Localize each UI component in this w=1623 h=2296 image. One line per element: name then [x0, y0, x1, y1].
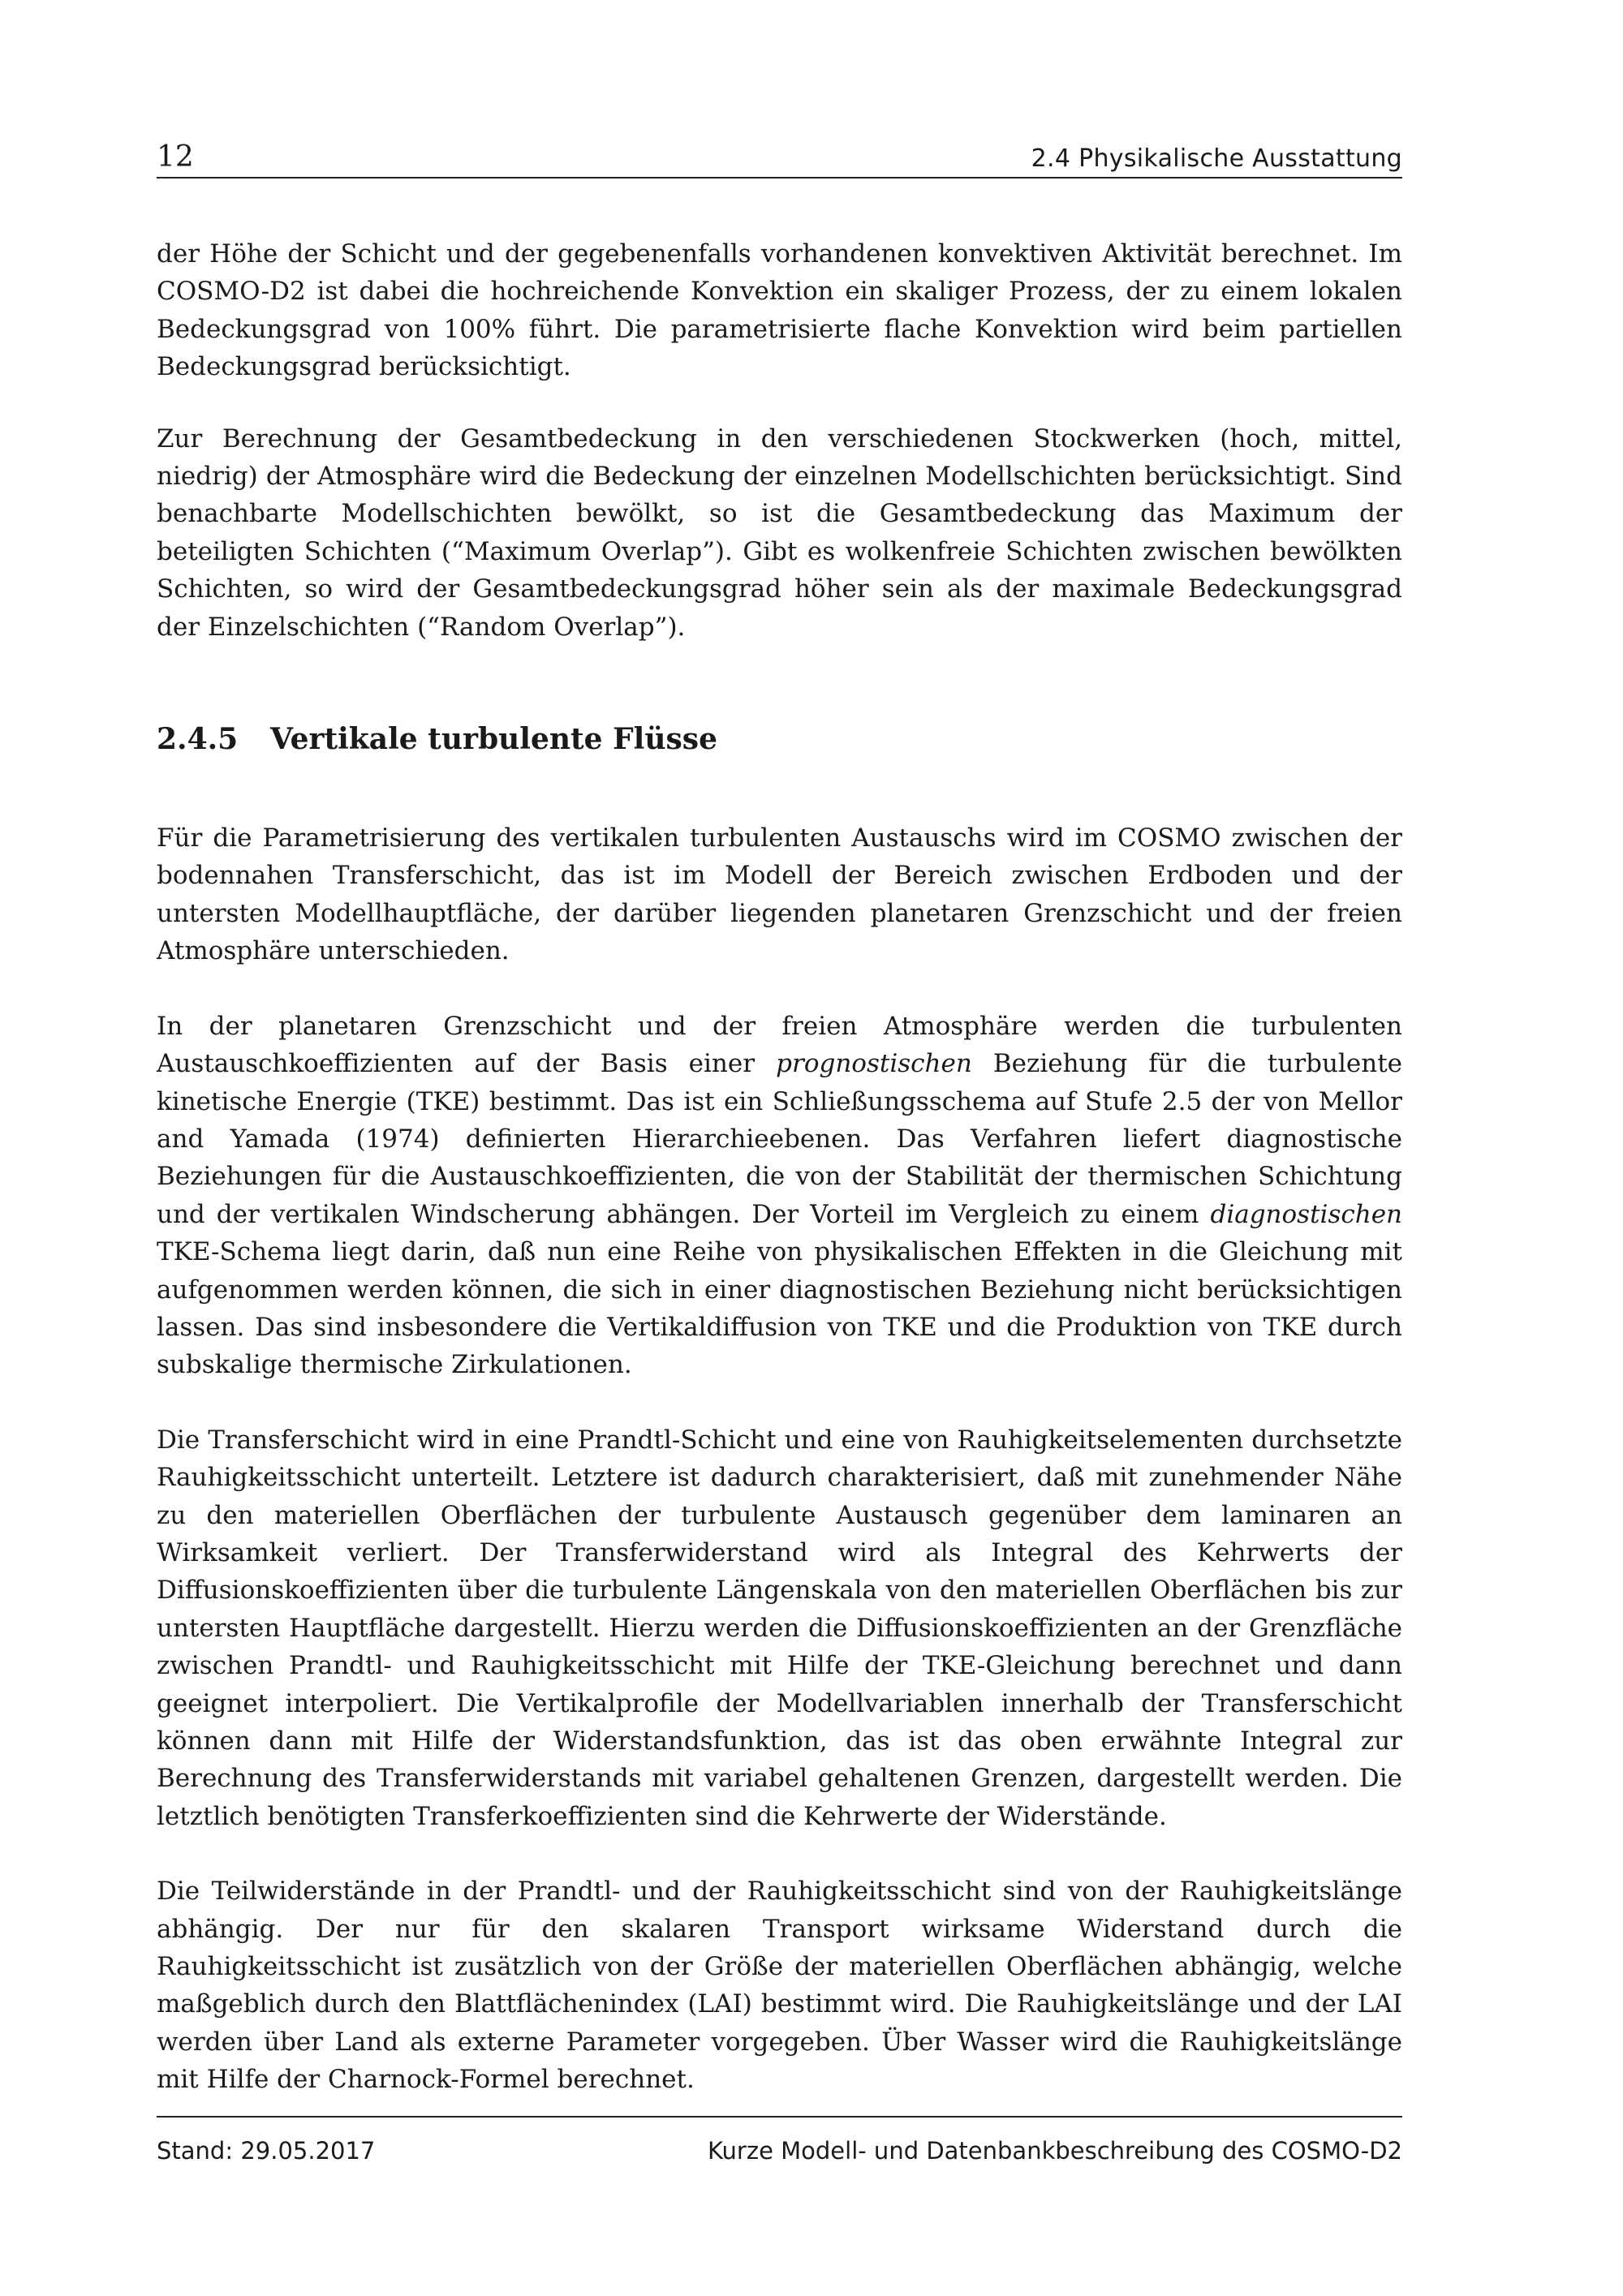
paragraph-cloud-cover-continuation: der Höhe der Schicht und der gegebenenfalls vorhandenen konvektiven Aktivität berechnet. Im COSMO-D2 ist dabei die hochreichende Konvektion ein skaliger Prozess, der zu einem lokalen Bedeckungsgrad von 100% führt. Die parametrisierte flache Konvektion wird beim partiellen Bedeckungsgrad berücksichtigt. — [157, 239, 1402, 382]
footer-document-title: Kurze Modell- und Datenbankbeschreibung des COSMO-D2 — [707, 2137, 1402, 2165]
section-title: Vertikale turbulente Flüsse — [270, 722, 717, 757]
tke-text-b: Beziehung für die turbulente kinetische Energie (TKE) bestimmt. Das ist ein Schließungsschema auf Stufe 2.5 der von Mellor and Yamada (1974) definierten Hierarchieebenen. Das Verfahren liefert diagnostische Beziehungen für die Austauschkoeffizienten, die von der Stabilität der thermischen Schichtung und der vertikalen Windscherung abhängen. Der Vorteil im Vergleich zu einem — [157, 1049, 1402, 1229]
page-header — [157, 138, 1402, 178]
paragraph-parametrization: Für die Parametrisierung des vertikalen turbulenten Austauschs wird im COSMO zwischen der bodennahen Transferschicht, das ist im Modell der Bereich zwischen Erdboden und der untersten Modellhauptfläche, der darüber liegenden planetaren Grenzschicht und der freien Atmosphäre unterschieden. — [157, 823, 1402, 966]
tke-text-a: In der planetaren Grenzschicht und der freien Atmosphäre werden die turbulenten Austauschkoeffizienten auf der Basis einer — [157, 1011, 1402, 1079]
tke-emphasis-prognostic: prognostischen — [776, 1049, 972, 1079]
paragraph-roughness: Die Teilwiderstände in der Prandtl- und der Rauhigkeitsschicht sind von der Rauhigkeitslänge abhängig. Der nur für den skalaren Transport wirksame Widerstand durch die Rauhigkeitsschicht ist zusätzlich von der Größe der materiellen Oberflächen abhängig, welche maßgeblich durch den Blattflächenindex (LAI) bestimmt wird. Die Rauhigkeitslänge und der LAI werden über Land als externe Parameter vorgegeben. Über Wasser wird die Rauhigkeitslänge mit Hilfe der Charnock-Formel berechnet. — [157, 1877, 1402, 2095]
page-footer — [157, 2116, 1402, 2174]
tke-text-c: TKE-Schema liegt darin, daß nun eine Reihe von physikalischen Effekten in die Gleichung mit aufgenommen werden können, die sich in einer diagnostischen Beziehung nicht berücksichtigen lassen. Das sind insbesondere die Vertikaldiffusion von TKE und die Produktion von TKE durch subskalige thermische Zirkulationen. — [157, 1237, 1402, 1380]
tke-emphasis-diagnostic: diagnostischen — [1210, 1199, 1403, 1229]
paragraph-total-cover: Zur Berechnung der Gesamtbedeckung in den verschiedenen Stockwerken (hoch, mittel, niedrig) der Atmosphäre wird die Bedeckung der einzelnen Modellschichten berücksichtigt. Sind benachbarte Modellschichten bewölkt, so ist die Gesamtbedeckung das Maximum der beteiligten Schichten (“Maximum Overlap”). Gibt es wolkenfreie Schichten zwischen bewölkten Schichten, so wird der Gesamtbedeckungsgrad höher sein als der maximale Bedeckungsgrad der Einzelschichten (“Random Overlap”). — [157, 424, 1402, 642]
page-number: 12 — [157, 140, 194, 174]
section-heading — [157, 720, 1402, 758]
paragraph-transfer-layer: Die Transferschicht wird in eine Prandtl-Schicht und eine von Rauhigkeitselementen durchsetzte Rauhigkeitsschicht unterteilt. Letztere ist dadurch charakterisiert, daß mit zunehmender Nähe zu den materiellen Oberflächen der turbulente Austausch gegenüber dem laminaren an Wirksamkeit verliert. Der Transferwiderstand wird als Integral des Kehrwerts der Diffusionskoeffizienten über die turbulente Längenskala von den materiellen Oberflächen bis zur untersten Hauptfläche dargestellt. Hierzu werden die Diffusionskoeffizienten an der Grenzfläche zwischen Prandtl- und Rauhigkeitsschicht mit Hilfe der TKE-Gleichung berechnet und dann geeignet interpoliert. Die Vertikalprofile der Modellvariablen innerhalb der Transferschicht können dann mit Hilfe der Widerstandsfunktion, das ist das oben erwähnte Integral zur Berechnung des Transferwiderstands mit variabel gehaltenen Grenzen, dargestellt werden. Die letztlich benötigten Transferkoeffizienten sind die Kehrwerte der Widerstände. — [157, 1425, 1402, 1831]
footer-date: Stand: 29.05.2017 — [157, 2137, 376, 2165]
section-number: 2.4.5 — [157, 722, 239, 757]
running-section-title: 2.4 Physikalische Ausstattung — [1031, 144, 1402, 173]
paragraph-tke — [157, 1008, 1402, 1384]
page-body — [157, 235, 1402, 2136]
